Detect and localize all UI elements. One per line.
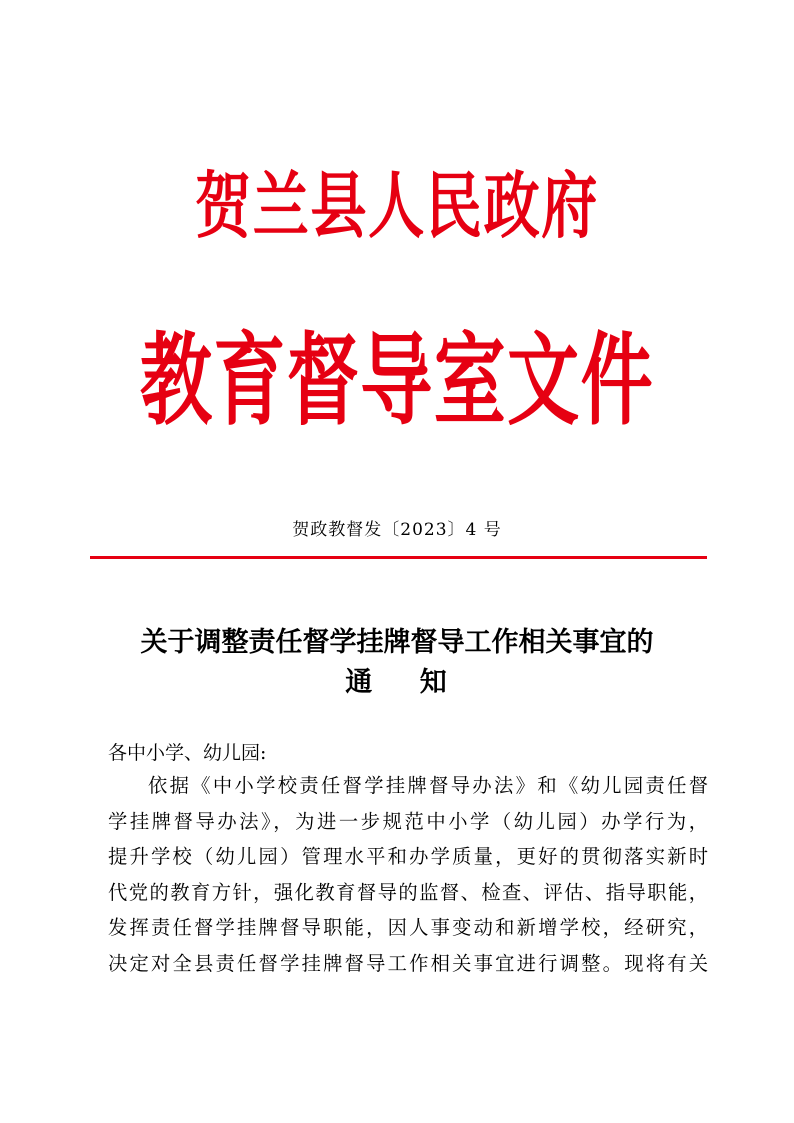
body-line: 发挥责任督学挂牌督导职能，因人事变动和新增学校，经研究， (108, 916, 708, 939)
document-number: 贺政教督发〔2023〕4 号 (292, 520, 502, 540)
body-line: 提升学校（幼儿园）管理水平和办学质量，更好的贯彻落实新时 (108, 845, 708, 868)
body-line: 决定对全县责任督学挂牌督导工作相关事宜进行调整。现将有关 (108, 951, 708, 975)
document-header-line2: 教育督导室文件 (139, 321, 655, 439)
body-line: 学挂牌督导办法》，为进一步规范中小学（幼儿园）办学行为， (108, 809, 708, 833)
body-line: 代党的教育方针，强化教育督导的监督、检查、评估、指导职能， (108, 880, 708, 904)
notice-title-line1: 关于调整责任督学挂牌督导工作相关事宜的 (140, 627, 654, 658)
red-divider-line (90, 556, 707, 559)
body-line: 依据《中小学校责任督学挂牌督导办法》和《幼儿园责任督 (148, 774, 708, 797)
salutation: 各中小学、幼儿园: (108, 742, 267, 764)
notice-title-line2: 通 知 (345, 667, 449, 698)
body-paragraph (108, 768, 708, 981)
document-header-line1: 贺兰县人民政府 (194, 163, 600, 248)
